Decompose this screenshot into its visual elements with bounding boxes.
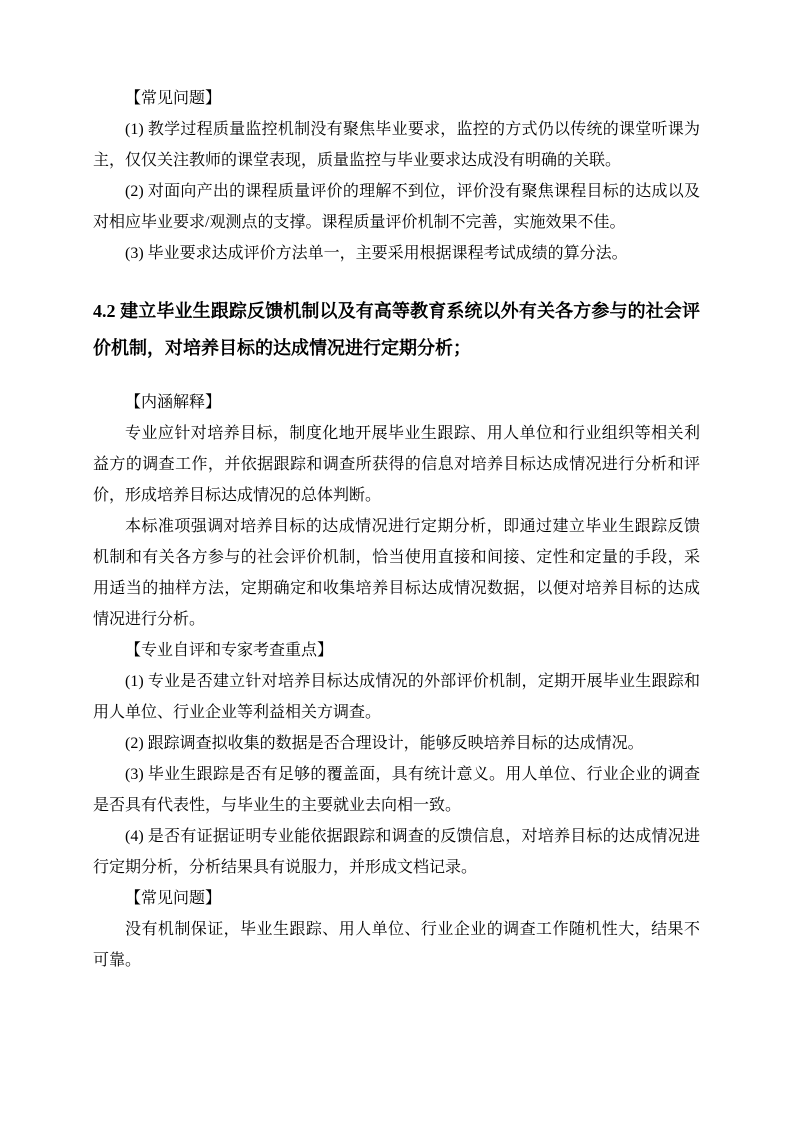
connotation-paragraph-1: 专业应针对培养目标，制度化地开展毕业生跟踪、用人单位和行业组织等相关利益方的调查工作，并依据跟踪和调查所获得的信息对培养目标达成情况进行分析和评价，形成培养目标达成情况的总体判断。 bbox=[93, 425, 700, 504]
common-issues-label-42: 【常见问题】 bbox=[125, 890, 222, 907]
review-focus-label: 【专业自评和专家考查重点】 bbox=[125, 642, 334, 659]
common-issues-label-41: 【常见问题】 bbox=[125, 90, 222, 107]
section-4-2-heading: 4.2 建立毕业生跟踪反馈机制以及有高等教育系统以外有关各方参与的社会评价机制，对培养目标的达成情况进行定期分析； bbox=[93, 301, 700, 358]
connotation-label: 【内涵解释】 bbox=[125, 394, 222, 411]
common-issue-41-item-3: (3) 毕业要求达成评价方法单一，主要采用根据课程考试成绩的算分法。 bbox=[125, 245, 628, 262]
review-focus-item-4: (4) 是否有证据证明专业能依据跟踪和调查的反馈信息，对培养目标的达成情况进行定期分析，分析结果具有说服力，并形成文档记录。 bbox=[93, 828, 700, 876]
connotation-paragraph-2: 本标准项强调对培养目标的达成情况进行定期分析，即通过建立毕业生跟踪反馈机制和有关各方参与的社会评价机制，恰当使用直接和间接、定性和定量的手段，采用适当的抽样方法，定期确定和收集培养目标达成情况数据，以便对培养目标的达成情况进行分析。 bbox=[93, 518, 700, 628]
review-focus-item-1: (1) 专业是否建立针对培养目标达成情况的外部评价机制，定期开展毕业生跟踪和用人单位、行业企业等利益相关方调查。 bbox=[93, 673, 700, 721]
common-issues-42-paragraph: 没有机制保证，毕业生跟踪、用人单位、行业企业的调查工作随机性大，结果不可靠。 bbox=[93, 921, 700, 969]
review-focus-item-3: (3) 毕业生跟踪是否有足够的覆盖面，具有统计意义。用人单位、行业企业的调查是否具有代表性，与毕业生的主要就业去向相一致。 bbox=[93, 766, 700, 814]
review-focus-item-2: (2) 跟踪调查拟收集的数据是否合理设计，能够反映培养目标的达成情况。 bbox=[125, 735, 644, 752]
common-issue-41-item-2: (2) 对面向产出的课程质量评价的理解不到位，评价没有聚焦课程目标的达成以及对相应毕业要求/观测点的支撑。课程质量评价机制不完善，实施效果不佳。 bbox=[93, 183, 700, 231]
common-issue-41-item-1: (1) 教学过程质量监控机制没有聚焦毕业要求，监控的方式仍以传统的课堂听课为主，仅仅关注教师的课堂表现，质量监控与毕业要求达成没有明确的关联。 bbox=[93, 121, 700, 169]
